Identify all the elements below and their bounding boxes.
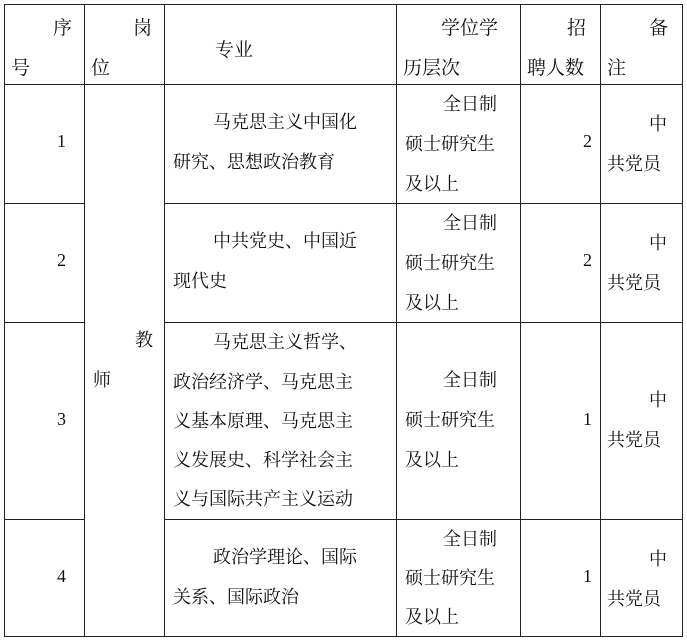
note-line: 中 [649,233,667,254]
note-cell [601,520,683,637]
major-line: 现代史 [173,271,227,292]
major-cell [165,85,397,204]
row-number-cell [5,85,85,204]
note-cell [601,323,683,520]
major-cell [165,520,397,637]
header-count-line1: 招 [567,17,587,39]
degree-line: 及以上 [405,607,459,628]
degree-line: 硕士研究生 [405,410,495,431]
degree-cell [397,323,521,520]
count-value: 1 [583,409,592,429]
note-line: 共党员 [607,589,661,610]
degree-line: 全日制 [443,213,497,234]
note-line: 共党员 [607,273,661,294]
degree-cell [397,85,521,204]
major-line: 马克思主义中国化 [213,112,357,133]
header-degree-cell [397,5,521,85]
header-major: 专业 [215,39,254,61]
note-cell [601,204,683,323]
count-cell [521,520,601,637]
degree-line: 硕士研究生 [405,134,495,155]
count-cell [521,204,601,323]
major-line: 义基本原理、马克思主 [173,411,353,432]
count-cell [521,323,601,520]
major-line: 政治经济学、马克思主 [173,372,353,393]
header-row [5,5,683,85]
major-cell [165,204,397,323]
major-line: 义与国际共产主义运动 [173,489,353,510]
major-line: 研究、思想政治教育 [173,152,335,173]
degree-line: 硕士研究生 [405,568,495,589]
header-major-cell [165,5,397,85]
row-number-cell [5,204,85,323]
header-post-line1: 岗 [133,17,153,39]
count-value: 2 [583,131,592,151]
header-note-cell [601,5,683,85]
header-count-line2: 聘人数 [527,57,585,79]
post-cell [85,85,165,637]
degree-line: 及以上 [405,174,459,195]
row-number-cell [5,323,85,520]
header-post-cell [85,5,165,85]
degree-line: 全日制 [443,529,497,550]
count-cell [521,85,601,204]
header-degree-line1: 学位学 [441,17,499,39]
header-seq-line2: 号 [11,57,31,79]
recruitment-table [4,4,683,637]
note-line: 共党员 [607,430,661,451]
degree-line: 及以上 [405,293,459,314]
major-line: 马克思主义哲学、 [213,332,357,353]
degree-cell [397,520,521,637]
note-line: 共党员 [607,154,661,175]
major-cell [165,323,397,520]
header-seq-cell [5,5,85,85]
row-number: 3 [57,409,66,429]
row-number: 4 [57,566,66,586]
row-number: 2 [57,250,66,270]
note-line: 中 [649,549,667,570]
header-note-line2: 注 [607,57,627,79]
header-seq-line1: 序 [53,17,73,39]
major-line: 政治学理论、国际 [213,547,357,568]
header-count-cell [521,5,601,85]
major-line: 义发展史、科学社会主 [173,450,353,471]
header-note-line1: 备 [649,17,669,39]
row-number: 1 [57,131,66,151]
major-line: 关系、国际政治 [173,587,299,608]
count-value: 2 [583,250,592,270]
table-row [5,85,683,204]
degree-line: 及以上 [405,450,459,471]
degree-line: 全日制 [443,370,497,391]
row-number-cell [5,520,85,637]
degree-cell [397,204,521,323]
post-line2: 师 [93,370,111,391]
degree-line: 硕士研究生 [405,253,495,274]
post-line1: 教 [135,330,153,351]
note-cell [601,85,683,204]
major-line: 中共党史、中国近 [213,231,357,252]
note-line: 中 [649,390,667,411]
degree-line: 全日制 [443,94,497,115]
header-post-line2: 位 [91,57,111,79]
count-value: 1 [583,566,592,586]
header-degree-line2: 历层次 [403,57,461,79]
note-line: 中 [649,114,667,135]
